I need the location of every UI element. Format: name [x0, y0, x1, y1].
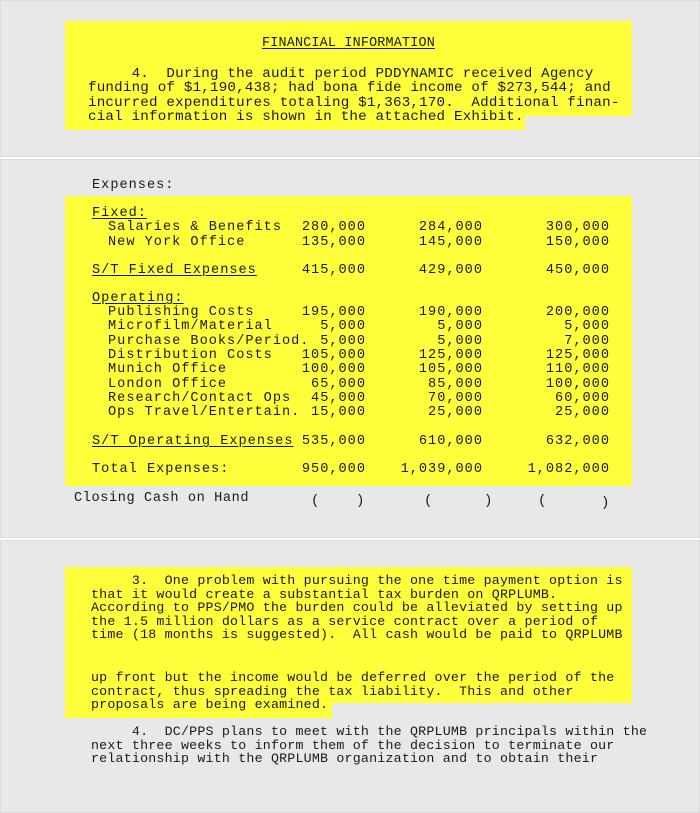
- paragraph-line: 3. One problem with pursuing the one time payment option is: [91, 573, 623, 588]
- line-item-value: 65,000: [311, 376, 366, 392]
- line-item-value: 5,000: [320, 333, 366, 349]
- closing-cash-label: Closing Cash on Hand: [74, 491, 250, 506]
- closing-cash-paren: (: [424, 493, 433, 509]
- line-item-label: Purchase Books/Period.: [108, 333, 310, 349]
- document-page-qrplumb-memo: [0, 540, 700, 813]
- line-item-value: 70,000: [428, 390, 483, 406]
- line-item-value: 7,000: [564, 333, 610, 349]
- line-item-value: 100,000: [545, 376, 610, 392]
- total-expenses-label: Total Expenses:: [92, 462, 230, 477]
- line-item-value: 25,000: [428, 405, 483, 421]
- line-item-value: 15,000: [311, 405, 366, 421]
- document-page-expenses-table: [0, 159, 700, 538]
- st-operating-value: 632,000: [545, 434, 610, 449]
- paragraph-line: the 1.5 million dollars as a service contract over a period of: [91, 613, 599, 629]
- st-operating-label: S/T Operating Expenses: [92, 434, 294, 449]
- line-item-value: 100,000: [301, 362, 366, 378]
- closing-cash-paren: ): [601, 495, 610, 511]
- st-operating-value: 610,000: [418, 434, 483, 449]
- line-item-label: Publishing Costs: [108, 305, 255, 320]
- line-item-value: 125,000: [418, 347, 483, 363]
- line-item-value: 280,000: [301, 220, 366, 235]
- line-item-value: 5,000: [437, 333, 483, 349]
- total-expenses-value: 1,082,000: [527, 462, 610, 477]
- line-item-value: 5,000: [320, 319, 366, 335]
- line-item-value: 85,000: [428, 376, 483, 392]
- st-fixed-value: 429,000: [418, 263, 483, 278]
- line-item-label: Salaries & Benefits: [108, 220, 282, 235]
- line-item-value: 145,000: [418, 234, 483, 250]
- line-item-value: 284,000: [418, 220, 483, 235]
- line-item-label: New York Office: [108, 234, 246, 250]
- operating-label: Operating:: [92, 291, 184, 306]
- line-item-value: 105,000: [301, 347, 366, 363]
- paragraph-line: time (18 months is suggested). All cash would be paid to QRPLUMB: [91, 627, 623, 643]
- paragraph-line: 4. During the audit period PDDYNAMIC received Agency: [88, 66, 594, 82]
- closing-cash-paren: ): [356, 493, 365, 509]
- expenses-label: Expenses:: [92, 178, 175, 193]
- line-item-value: 200,000: [545, 305, 610, 320]
- st-fixed-value: 450,000: [545, 263, 610, 278]
- paragraph-line: up front but the income would be deferred over the period of the: [91, 670, 615, 685]
- total-expenses-value: 1,039,000: [400, 462, 483, 477]
- paragraph-line: next three weeks to inform them of the decision to terminate our: [91, 737, 615, 753]
- paragraph-line: relationship with the QRPLUMB organization and to obtain their: [91, 751, 599, 767]
- closing-cash-paren: (: [538, 493, 547, 509]
- paragraph-line: proposals are being examined.: [91, 697, 329, 713]
- line-item-value: 195,000: [301, 305, 366, 320]
- line-item-value: 45,000: [311, 390, 366, 406]
- paragraph-line: incurred expenditures totaling $1,363,170. Additional finan-: [88, 95, 620, 111]
- line-item-value: 5,000: [437, 319, 483, 335]
- paragraph-line: cial information is shown in the attached Exhibit.: [88, 109, 524, 125]
- total-expenses-value: 950,000: [301, 462, 366, 477]
- line-item-value: 25,000: [555, 405, 610, 421]
- paragraph-line: funding of $1,190,438; had bona fide income of $273,544; and: [88, 80, 611, 96]
- line-item-value: 5,000: [564, 319, 610, 335]
- line-item-label: Microfilm/Material: [108, 319, 273, 335]
- section-heading: FINANCIAL INFORMATION: [262, 36, 435, 51]
- paragraph-line: that it would create a substantial tax burden on QRPLUMB.: [91, 586, 558, 602]
- line-item-label: London Office: [108, 376, 228, 392]
- st-fixed-label: S/T Fixed Expenses: [92, 263, 257, 278]
- st-fixed-value: 415,000: [301, 263, 366, 278]
- paragraph-line: contract, thus spreading the tax liability. This and other: [91, 683, 574, 699]
- document-page-financial-information: [0, 0, 700, 157]
- line-item-value: 150,000: [545, 234, 610, 250]
- line-item-value: 110,000: [545, 362, 610, 378]
- line-item-value: 60,000: [555, 390, 610, 406]
- line-item-value: 135,000: [301, 234, 366, 250]
- paragraph-line: 4. DC/PPS plans to meet with the QRPLUMB principals within the: [91, 724, 648, 739]
- line-item-label: Munich Office: [108, 362, 228, 378]
- line-item-value: 190,000: [418, 305, 483, 320]
- line-item-value: 300,000: [545, 220, 610, 235]
- line-item-value: 105,000: [418, 362, 483, 378]
- line-item-label: Research/Contact Ops: [108, 390, 292, 406]
- fixed-label: Fixed:: [92, 206, 147, 221]
- closing-cash-paren: (: [311, 493, 320, 509]
- closing-cash-paren: ): [484, 493, 493, 509]
- paragraph-line: According to PPS/PMO the burden could be alleviated by setting up: [91, 600, 623, 616]
- st-operating-value: 535,000: [301, 434, 366, 449]
- line-item-label: Ops Travel/Entertain.: [108, 405, 301, 421]
- line-item-label: Distribution Costs: [108, 347, 273, 363]
- line-item-value: 125,000: [545, 347, 610, 363]
